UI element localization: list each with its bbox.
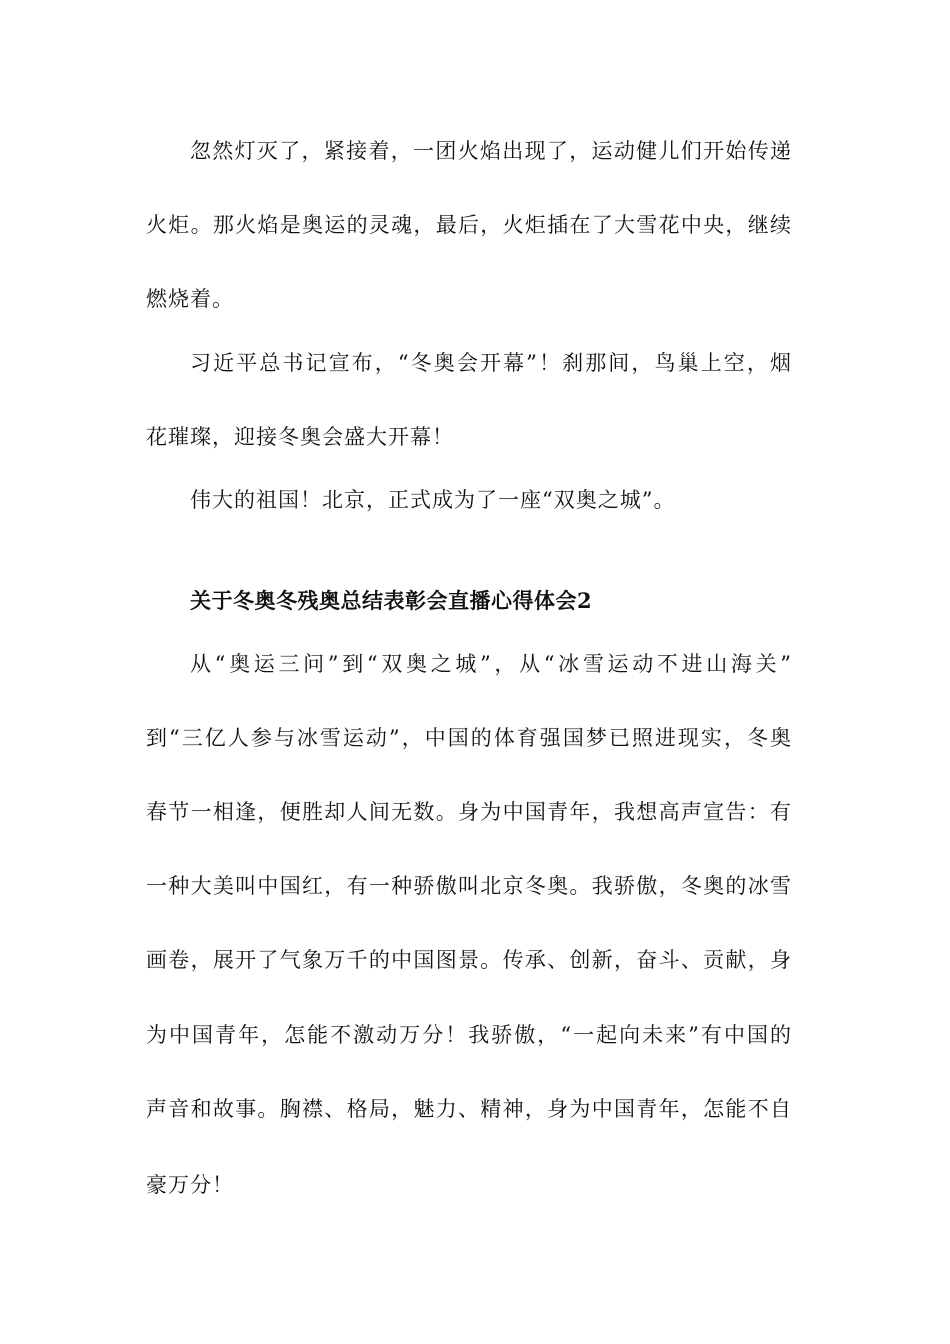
paragraph-line: 到“三亿人参与冰雪运动”，中国的体育强国梦已照进现实，冬奥 [146,726,792,750]
paragraph-line: 伟大的祖国！北京，正式成为了一座“双奥之城”。 [190,488,676,512]
paragraph-line: 豪万分！ [146,1173,234,1197]
paragraph-line: 声音和故事。胸襟、格局，魅力、精神，身为中国青年，怎能不自 [146,1097,792,1121]
section-heading: 关于冬奥冬残奥总结表彰会直播心得体会2 [190,588,593,613]
paragraph-line: 忽然灯灭了，紧接着，一团火焰出现了，运动健儿们开始传递 [190,139,792,163]
paragraph-line: 为中国青年，怎能不激动万分！我骄傲，“一起向未来”有中国的 [146,1023,792,1047]
paragraph-line: 一种大美叫中国红，有一种骄傲叫北京冬奥。我骄傲，冬奥的冰雪 [146,874,792,898]
paragraph-line: 春节一相逢，便胜却人间无数。身为中国青年，我想高声宣告：有 [146,800,792,824]
paragraph-line: 火炬。那火焰是奥运的灵魂，最后，火炬插在了大雪花中央，继续 [146,213,792,237]
paragraph-line: 从“奥运三问”到“双奥之城”，从“冰雪运动不进山海关” [190,652,792,676]
paragraph-line: 花璀璨，迎接冬奥会盛大开幕！ [146,425,454,449]
paragraph-line: 画卷，展开了气象万千的中国图景。传承、创新，奋斗、贡献，身 [146,948,792,972]
paragraph-line: 习近平总书记宣布，“冬奥会开幕”！刹那间，鸟巢上空，烟 [190,351,792,375]
paragraph-line: 燃烧着。 [146,287,234,311]
